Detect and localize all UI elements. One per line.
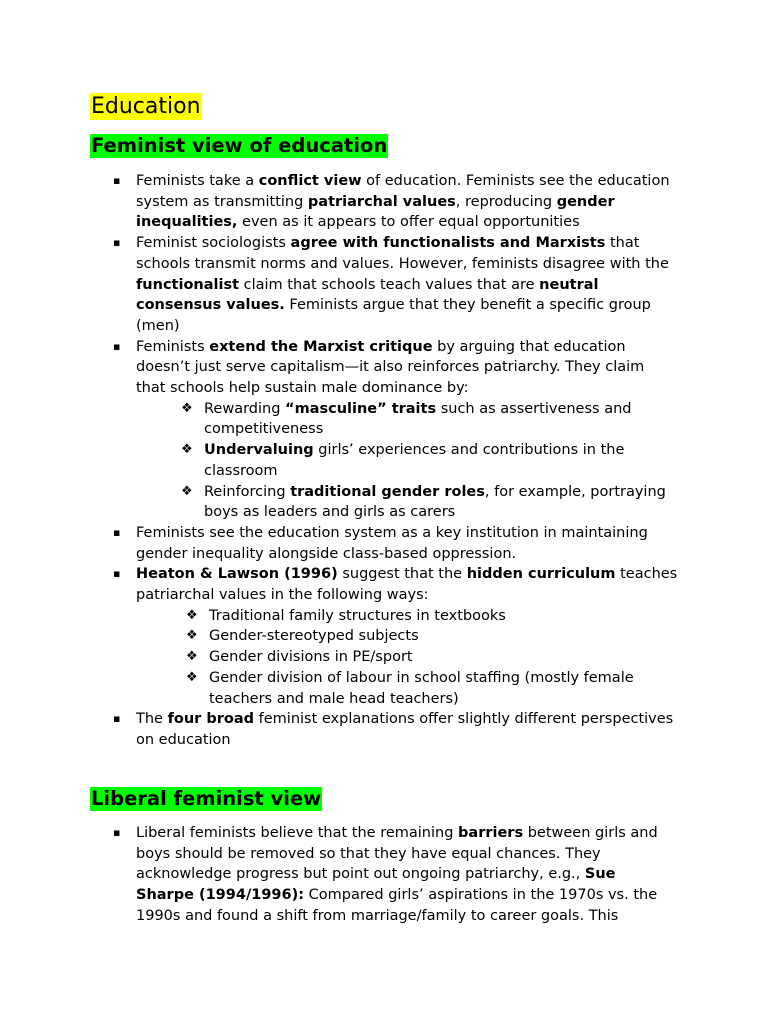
item-text: such as assertiveness and competitiveness (204, 400, 632, 438)
item-text: claim that schools teach values that are (239, 276, 540, 293)
item-bold-text: functionalist (136, 276, 240, 293)
square-bullet-icon: ▪ (113, 174, 121, 187)
diamond-bullet-icon: ❖ (181, 483, 193, 499)
item-text: by arguing that education doesn’t just serve capitalism—it also reinforces patriarchy. They claim that schools help sustain male dominance by: (136, 338, 645, 397)
item-text: Gender division of labour in school staffing (mostly female teachers and male head teachers) (209, 669, 634, 707)
item-text: , reproducing (455, 193, 557, 210)
item-text: Feminists (136, 338, 210, 355)
item-bold-text: conflict view (258, 173, 362, 189)
item-text: Rewarding (204, 400, 286, 417)
sub-list-item (136, 626, 678, 647)
list-item (0, 709, 678, 750)
list-item (0, 171, 678, 233)
item-bold-text: extend the Marxist critique (209, 338, 433, 355)
sub-list-item (136, 482, 678, 523)
square-bullet-icon: ▪ (113, 339, 121, 353)
square-bullet-icon: ▪ (113, 826, 121, 839)
item-text: that schools transmit norms and values. However, feminists disagree with the (136, 235, 669, 272)
item-text: of education. Feminists see the education system as transmitting (136, 173, 670, 210)
item-text: between girls and boys should be removed so that they have equal chances. They acknowledge progress but point out ongoing patriarchy, e.g., (136, 825, 658, 883)
item-text: Feminists argue that they benefit a specific group (men) (136, 297, 651, 334)
liberal-feminist-list (0, 823, 678, 927)
item-text: girls’ experiences and contributions in the classroom (204, 442, 625, 479)
item-text: teaches patriarchal values in the following ways: (136, 566, 678, 604)
sub-list (136, 606, 678, 710)
item-bold-text: hidden curriculum (466, 566, 616, 583)
item-text: Gender-stereotyped subjects (209, 628, 419, 645)
item-text: Feminists see the education system as a key institution in maintaining gender inequality alongside class-based oppression. (136, 524, 648, 562)
square-bullet-icon: ▪ (113, 525, 121, 539)
square-bullet-icon: ▪ (113, 712, 121, 726)
list-item (0, 564, 678, 709)
item-text: even as it appears to offer equal opportunities (237, 214, 580, 231)
sub-list-item (136, 606, 678, 627)
item-bold-text: barriers (458, 825, 524, 841)
sub-list-item (136, 668, 678, 709)
item-text: Feminist sociologists (136, 235, 291, 252)
item-bold-text: gender inequalities, (136, 193, 615, 231)
item-bold-text: patriarchal values (307, 193, 456, 210)
item-bold-text: neutral consensus values. (136, 276, 599, 314)
item-text: Gender divisions in PE/sport (209, 649, 413, 666)
list-item (0, 337, 678, 523)
item-text: Traditional family structures in textbooks (209, 607, 506, 624)
item-text: Liberal feminists believe that the remaining (136, 825, 459, 841)
item-text: suggest that the (337, 566, 467, 583)
item-bold-text: Heaton & Lawson (1996) (136, 566, 338, 583)
item-bold-text: agree with functionalists and Marxists (290, 235, 606, 252)
item-text: Compared girls’ aspirations in the 1970s vs. the 1990s and found a shift from marriage/family to career goals. This (136, 887, 658, 924)
square-bullet-icon: ▪ (113, 567, 121, 581)
list-item (0, 823, 678, 927)
item-text: Feminists take a (136, 173, 259, 189)
sub-list-item (136, 440, 678, 481)
list-item (0, 233, 678, 337)
item-bold-text: Undervaluing (204, 442, 314, 459)
diamond-bullet-icon: ❖ (186, 669, 198, 685)
list-item (0, 523, 678, 564)
diamond-bullet-icon: ❖ (186, 628, 198, 644)
diamond-bullet-icon: ❖ (181, 400, 193, 416)
sub-list-item (136, 399, 678, 440)
page-title: Education (91, 94, 201, 119)
sub-list-item (136, 647, 678, 668)
diamond-bullet-icon: ❖ (186, 607, 198, 623)
section-heading-feminist-view: Feminist view of education (91, 134, 388, 157)
diamond-bullet-icon: ❖ (186, 649, 198, 665)
item-bold-text: Sue Sharpe (1994/1996): (136, 866, 616, 904)
item-text: feminist explanations offer slightly different perspectives on education (136, 711, 674, 748)
item-text: , for example, portraying boys as leaders and girls as carers (204, 483, 666, 521)
item-bold-text: “masculine” traits (285, 400, 437, 417)
item-bold-text: four broad (167, 711, 255, 728)
feminist-view-list (0, 171, 678, 751)
sub-list (136, 399, 678, 523)
item-bold-text: traditional gender roles (290, 483, 485, 500)
square-bullet-icon: ▪ (113, 236, 121, 250)
diamond-bullet-icon: ❖ (181, 442, 193, 458)
item-text: The (136, 711, 168, 728)
item-text: Reinforcing (204, 483, 291, 500)
section-heading-liberal-feminist: Liberal feminist view (91, 787, 322, 810)
